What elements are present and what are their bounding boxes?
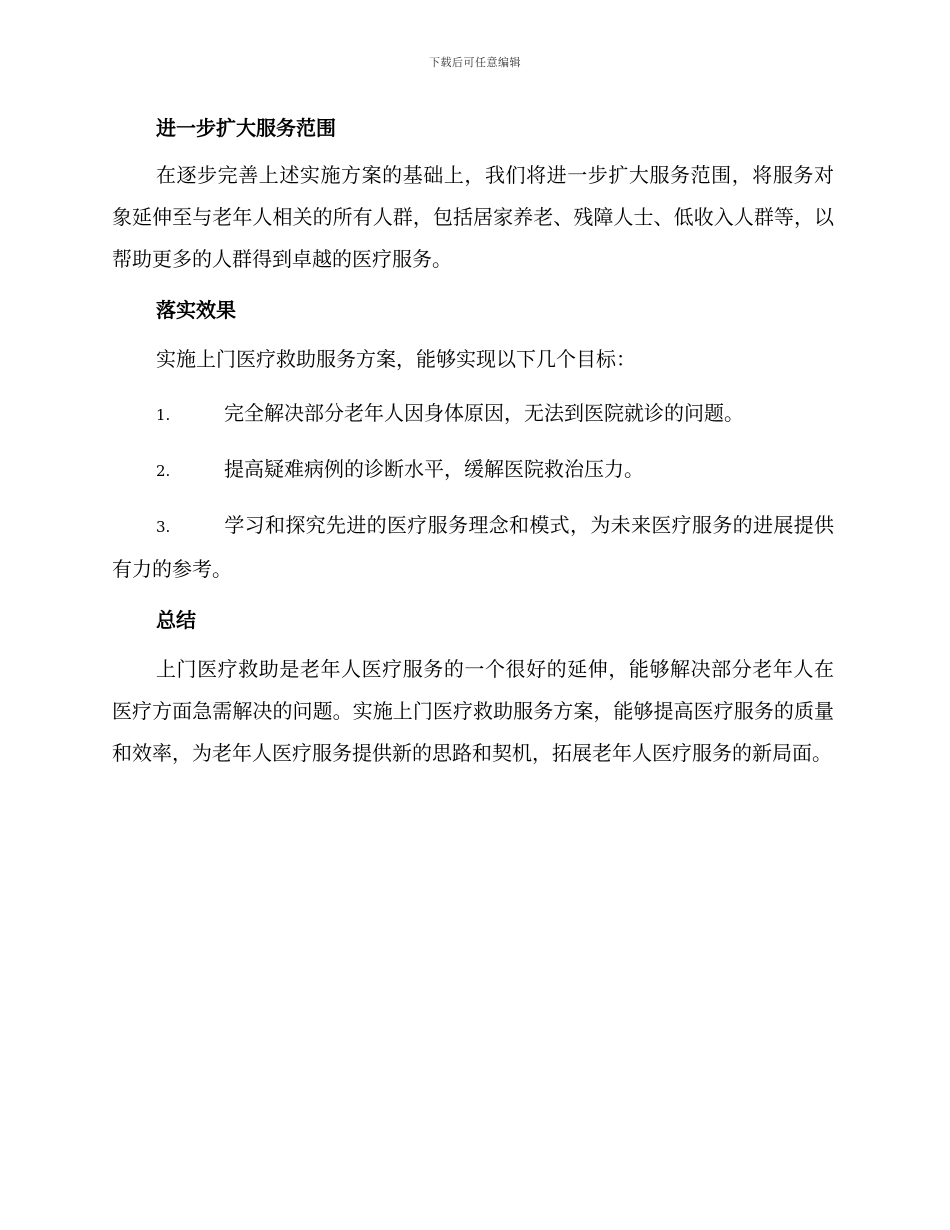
section-paragraph-effects: 实施上门医疗救助服务方案，能够实现以下几个目标： [156,347,636,371]
list-item [112,392,834,436]
list-item [112,448,834,492]
page-header: 下载后可任意编辑 [429,56,521,69]
section-heading-summary: 总结 [156,608,196,632]
document-body [112,108,834,774]
list-item [112,504,834,590]
list-number: 3. [156,518,171,536]
list-item-text: 提高疑难病例的诊断水平，缓解医院救治压力。 [224,457,644,481]
section-heading-expand-scope: 进一步扩大服务范围 [156,116,336,140]
section-paragraph-expand-scope: 在逐步完善上述实施方案的基础上，我们将进一步扩大服务范围，将服务对象延伸至与老年人相关的所有人群，包括居家养老、残障人士、低收入人群等，以帮助更多的人群得到卓越的医疗服务。 [112,163,834,271]
section-heading-effects: 落实效果 [156,298,236,322]
section-paragraph-summary: 上门医疗救助是老年人医疗服务的一个很好的延伸，能够解决部分老年人在医疗方面急需解决的问题。实施上门医疗救助服务方案，能够提高医疗服务的质量和效率，为老年人医疗服务提供新的思路和契机，拓展老年人医疗服务的新局面。 [112,657,834,765]
list-number: 2. [156,462,171,480]
list-item-text: 完全解决部分老年人因身体原因，无法到医院就诊的问题。 [224,401,744,425]
list-number: 1. [156,406,171,424]
list-item-text: 学习和探究先进的医疗服务理念和模式，为未来医疗服务的进展提供有力的参考。 [112,513,834,581]
